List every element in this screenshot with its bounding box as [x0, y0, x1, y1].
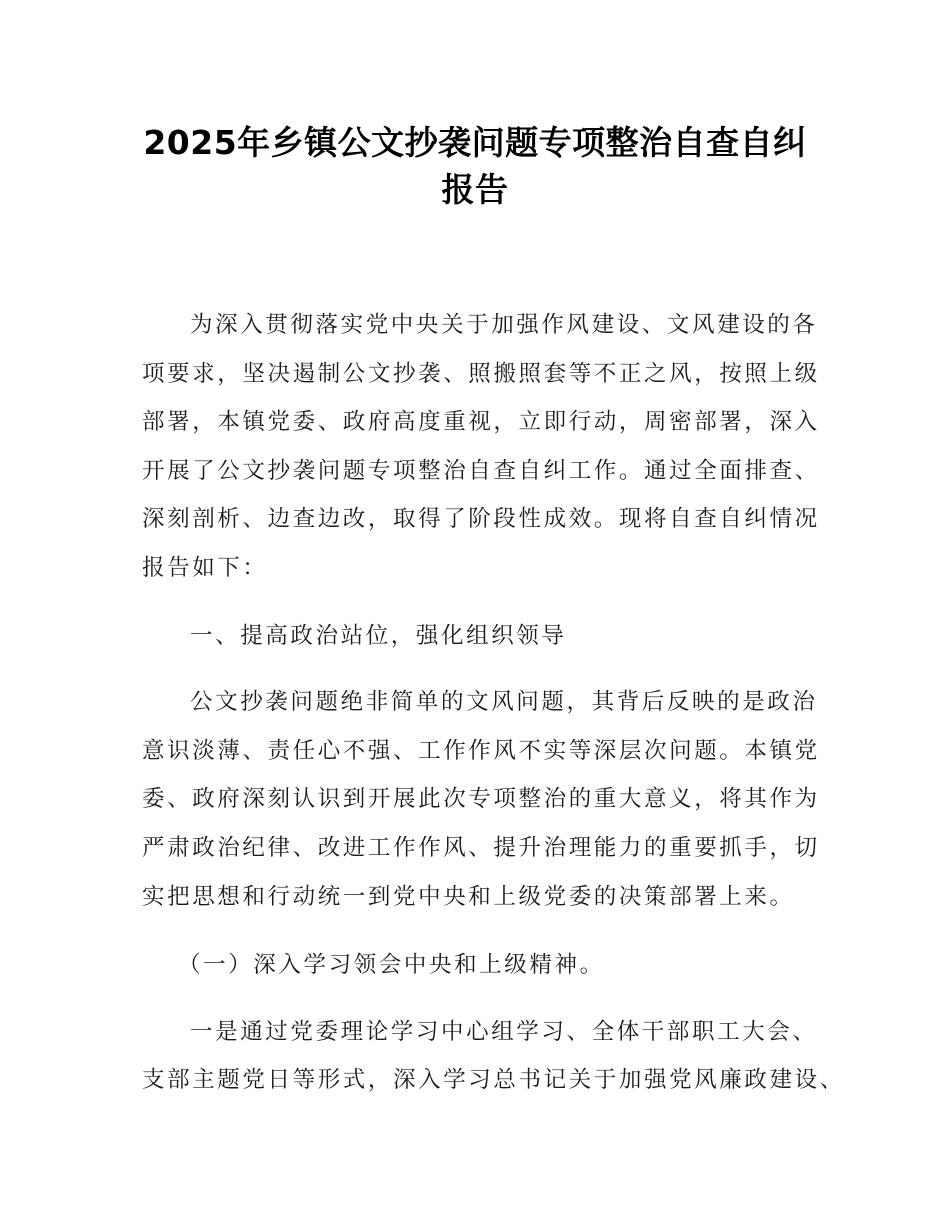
- paragraph-line: 实把思想和行动统一到党中央和上级党委的决策部署上来。: [142, 884, 795, 910]
- paragraph-line: 意识淡薄、责任心不强、工作作风不实等深层次问题。本镇党: [142, 738, 820, 764]
- paragraph-line: 公文抄袭问题绝非简单的文风问题，其背后反映的是政治: [190, 689, 818, 715]
- document-title-line-2: 报告: [441, 170, 509, 209]
- paragraph-line: 报告如下：: [142, 555, 268, 581]
- document-title-line-1: 2025年乡镇公文抄袭问题专项整治自查自纠: [143, 123, 807, 162]
- paragraph-line: 开展了公文抄袭问题专项整治自查自纠工作。通过全面排查、: [142, 458, 820, 484]
- paragraph-line: 项要求，坚决遏制公文抄袭、照搬照套等不正之风，按照上级: [142, 361, 820, 387]
- paragraph-line: 一是通过党委理论学习中心组学习、全体干部职工大会、: [190, 1019, 818, 1045]
- paragraph-line: 为深入贯彻落实党中央关于加强作风建设、文风建设的各: [190, 312, 818, 338]
- section-heading-1: 一、提高政治站位，强化组织领导: [190, 623, 567, 649]
- paragraph-line: 支部主题党日等形式，深入学习总书记关于加强党风廉政建设、: [142, 1067, 845, 1093]
- paragraph-line: 深刻剖析、边查边改，取得了阶段性成效。现将自查自纠情况: [142, 506, 820, 532]
- paragraph-line: 严肃政治纪律、改进工作作风、提升治理能力的重要抓手，切: [142, 835, 820, 861]
- paragraph-line: 委、政府深刻认识到开展此次专项整治的重大意义，将其作为: [142, 786, 820, 812]
- paragraph-line: 部署，本镇党委、政府高度重视，立即行动，周密部署，深入: [142, 409, 820, 435]
- subsection-heading-1: （一）深入学习领会中央和上级精神。: [178, 952, 605, 978]
